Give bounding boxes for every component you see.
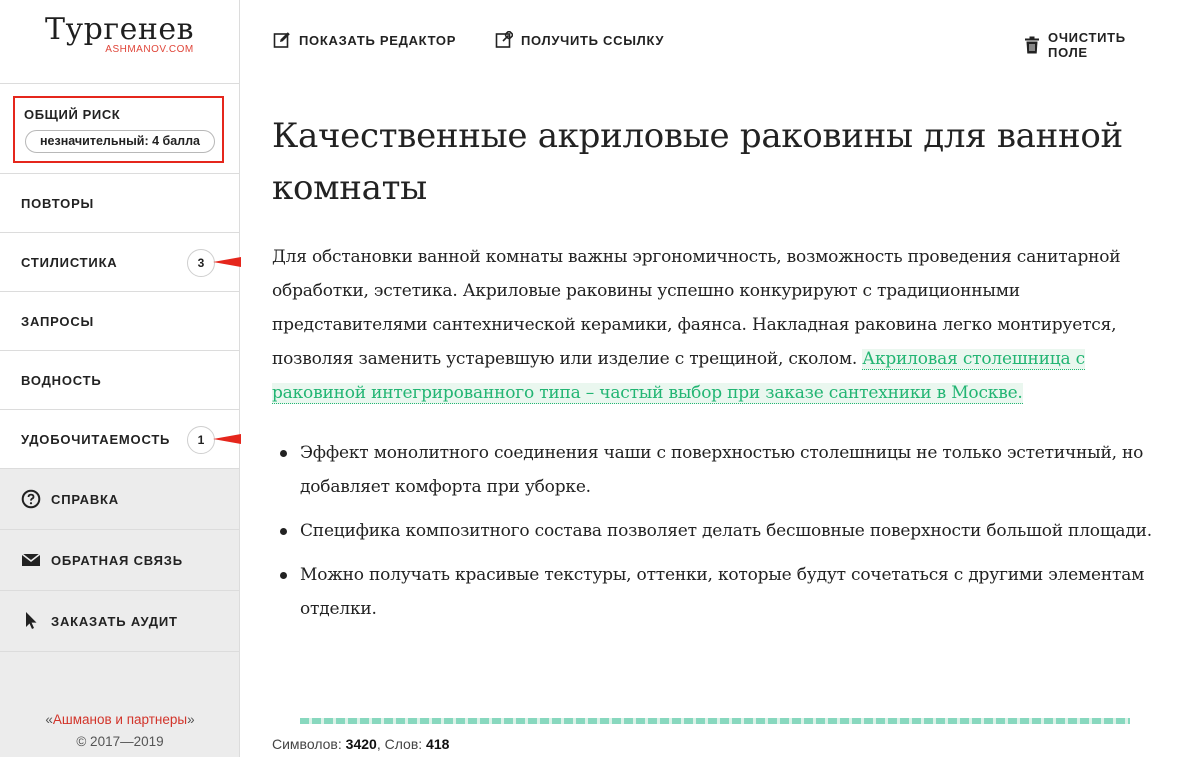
highlighted-fragment[interactable]: Акриловая столешница с раковиной интегрированного типа – частый выбор при заказе сантехники в Москве. <box>272 349 1085 403</box>
sidebar-item-label: СПРАВКА <box>51 491 119 507</box>
list-item: Можно получать красивые текстуры, оттенки, которые будут сочетаться с другими элементам отделки. <box>300 558 1152 626</box>
sidebar-item-stylistics[interactable] <box>0 233 239 292</box>
cut-off-highlighted-line <box>300 718 1130 724</box>
count-badge: 1 <box>187 426 215 454</box>
words-count: 418 <box>426 736 450 752</box>
show-editor-button[interactable] <box>272 30 456 50</box>
sidebar-item-help[interactable] <box>0 469 239 530</box>
red-pointer-arrow <box>213 257 241 267</box>
list-item: Эффект монолитного соединения чаши с поверхностью столешницы не только эстетичный, но добавляет комфорта при уборке. <box>300 436 1152 504</box>
sidebar-item-order-audit[interactable] <box>0 591 239 652</box>
logo-subtitle: ASHMANOV.COM <box>105 44 194 55</box>
red-pointer-arrow <box>213 434 241 444</box>
clear-field-button[interactable] <box>1022 30 1164 60</box>
get-link-label: ПОЛУЧИТЬ ССЫЛКУ <box>521 32 665 48</box>
words-label: Слов: <box>384 736 423 752</box>
document-paragraph <box>272 240 1152 410</box>
overall-risk-label: ОБЩИЙ РИСК <box>24 107 121 122</box>
sidebar-item-label: УДОБОЧИТАЕМОСТЬ <box>21 431 171 447</box>
sidebar-item-label: ВОДНОСТЬ <box>21 372 102 388</box>
partner-link[interactable]: Ашманов и партнеры <box>52 712 188 727</box>
quote-close: » <box>187 712 195 727</box>
sidebar-footer <box>0 709 240 753</box>
bullet-list <box>272 436 1152 626</box>
logo-title: Тургенев <box>45 12 194 47</box>
quote-open: « <box>45 712 53 727</box>
sidebar-item-label: ЗАКАЗАТЬ АУДИТ <box>51 613 178 629</box>
text-editor-area[interactable] <box>272 110 1152 636</box>
document-title: Качественные акриловые раковины для ванной комнаты <box>272 116 1123 208</box>
trash-icon <box>1022 35 1041 55</box>
show-editor-label: ПОКАЗАТЬ РЕДАКТОР <box>299 32 457 48</box>
sidebar-item-label: ОБРАТНАЯ СВЯЗЬ <box>51 552 183 568</box>
help-circle-icon <box>21 489 41 509</box>
sidebar <box>0 0 240 757</box>
cursor-icon <box>21 611 41 631</box>
list-item: Специфика композитного состава позволяет делать бесшовные поверхности большой площади. <box>300 514 1152 548</box>
sidebar-item-feedback[interactable] <box>0 530 239 591</box>
copyright: © 2017—2019 <box>76 734 164 749</box>
envelope-icon <box>21 550 41 570</box>
paragraph-text: Для обстановки ванной комнаты важны эргономичность, возможность проведения санитарной обработки, эстетика. Акриловые раковины успешно конкурируют с традиционными представителями сантехнической керамики, фаянса. Накладная раковина легко монтируется, позволяя заменить устаревшую или изделие с трещиной, сколом. <box>272 247 1121 369</box>
edit-icon <box>272 30 292 50</box>
logo[interactable] <box>0 0 239 84</box>
sidebar-item-queries[interactable] <box>0 292 239 351</box>
sidebar-item-label: ПОВТОРЫ <box>21 195 95 211</box>
chars-label: Символов: <box>272 736 342 752</box>
sidebar-item-readability[interactable] <box>0 410 239 469</box>
chars-count: 3420 <box>345 736 377 752</box>
count-badge: 3 <box>187 249 215 277</box>
text-stats: Символов: 3420, Слов: 418 <box>272 736 450 752</box>
sidebar-item-repeats[interactable] <box>0 174 239 233</box>
sidebar-item-label: СТИЛИСТИКА <box>21 254 118 270</box>
clear-field-label: ОЧИСТИТЬ ПОЛЕ <box>1048 30 1126 60</box>
overall-risk-box <box>13 96 224 163</box>
sidebar-item-wateriness[interactable] <box>0 351 239 410</box>
sidebar-item-label: ЗАПРОСЫ <box>21 313 95 329</box>
get-link-button[interactable] <box>494 30 664 50</box>
overall-risk-value[interactable]: незначительный: 4 балла <box>25 130 215 153</box>
toolbar <box>272 30 1164 60</box>
link-icon <box>494 30 514 50</box>
